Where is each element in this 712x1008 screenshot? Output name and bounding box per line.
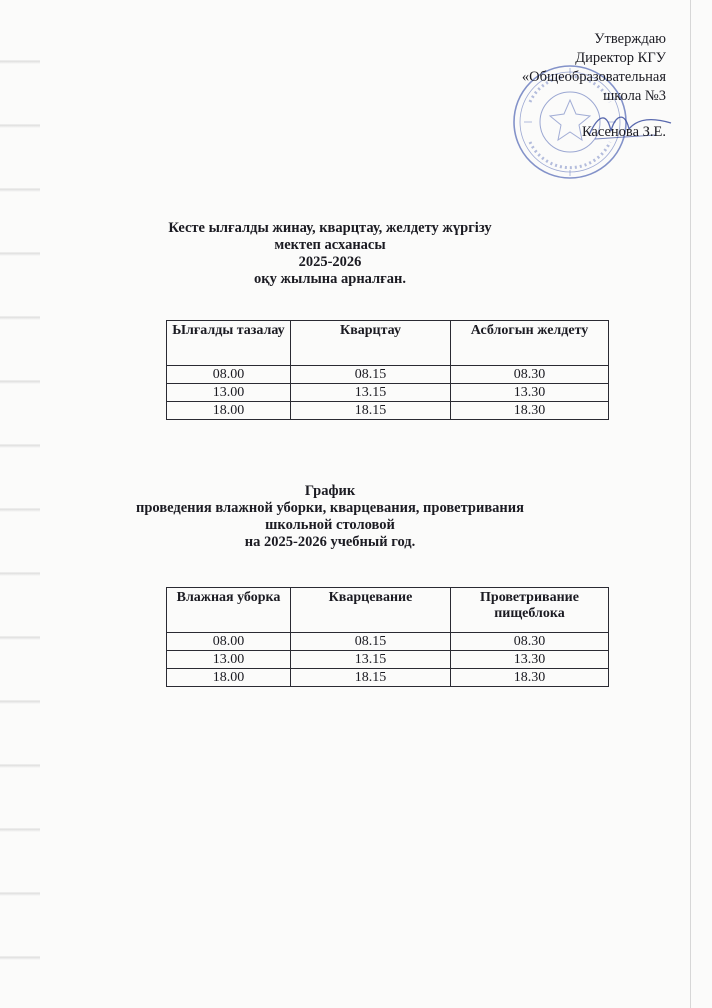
- table-cell: 13.15: [291, 384, 451, 402]
- table-cell: 18.00: [167, 669, 291, 687]
- approval-block: [426, 30, 666, 142]
- table-cell: 08.30: [451, 633, 609, 651]
- table-cell: 13.00: [167, 651, 291, 669]
- kz-title-line1: Кесте ылғалды жинау, кварцтау, желдету жүргізу: [168, 220, 492, 236]
- table-row: [167, 384, 609, 402]
- kz-schedule-title: [120, 220, 540, 288]
- table-row: [167, 669, 609, 687]
- column-header: Кварцтау: [291, 321, 451, 366]
- table-cell: 13.15: [291, 651, 451, 669]
- table-cell: 08.15: [291, 633, 451, 651]
- director-name: Касенова З.Е.: [581, 124, 666, 140]
- column-header: Кварцевание: [291, 588, 451, 633]
- school-name-line1: «Общеобразовательная: [521, 69, 666, 85]
- table-header-row: [167, 321, 609, 366]
- kz-title-line2: мектеп асханасы: [274, 237, 386, 253]
- scan-fold-line: [690, 0, 691, 1008]
- table-row: [167, 633, 609, 651]
- director-title: Директор КГУ: [575, 50, 666, 66]
- kz-title-line4: оқу жылына арналған.: [254, 271, 406, 287]
- table-cell: 18.30: [451, 669, 609, 687]
- table-cell: 13.30: [451, 651, 609, 669]
- ru-schedule-table: [166, 587, 609, 687]
- approval-label: Утверждаю: [594, 31, 666, 47]
- table-cell: 18.15: [291, 402, 451, 420]
- table-header-row: [167, 588, 609, 633]
- ru-title-line2: проведения влажной уборки, кварцевания, проветривания: [136, 500, 524, 516]
- table-row: [167, 366, 609, 384]
- column-header: Ылғалды тазалау: [167, 321, 291, 366]
- table-row: [167, 651, 609, 669]
- column-header: Влажная уборка: [167, 588, 291, 633]
- scan-edge-noise: [0, 0, 40, 1008]
- ru-schedule-title: [110, 483, 550, 551]
- kz-title-line3: 2025-2026: [298, 254, 362, 270]
- table-cell: 08.30: [451, 366, 609, 384]
- table-cell: 13.00: [167, 384, 291, 402]
- table-cell: 18.30: [451, 402, 609, 420]
- ru-title-line4: на 2025-2026 учебный год.: [244, 534, 416, 550]
- school-name-line2: школа №3: [603, 88, 666, 104]
- table-cell: 18.00: [167, 402, 291, 420]
- table-cell: 13.30: [451, 384, 609, 402]
- ru-title-line1: График: [304, 483, 356, 499]
- column-header: Проветривание пищеблока: [451, 588, 609, 633]
- table-cell: 08.15: [291, 366, 451, 384]
- column-header: Асблогын желдету: [451, 321, 609, 366]
- kz-schedule-table: [166, 320, 609, 420]
- table-cell: 18.15: [291, 669, 451, 687]
- table-cell: 08.00: [167, 366, 291, 384]
- table-row: [167, 402, 609, 420]
- table-cell: 08.00: [167, 633, 291, 651]
- ru-title-line3: школьной столовой: [265, 517, 395, 533]
